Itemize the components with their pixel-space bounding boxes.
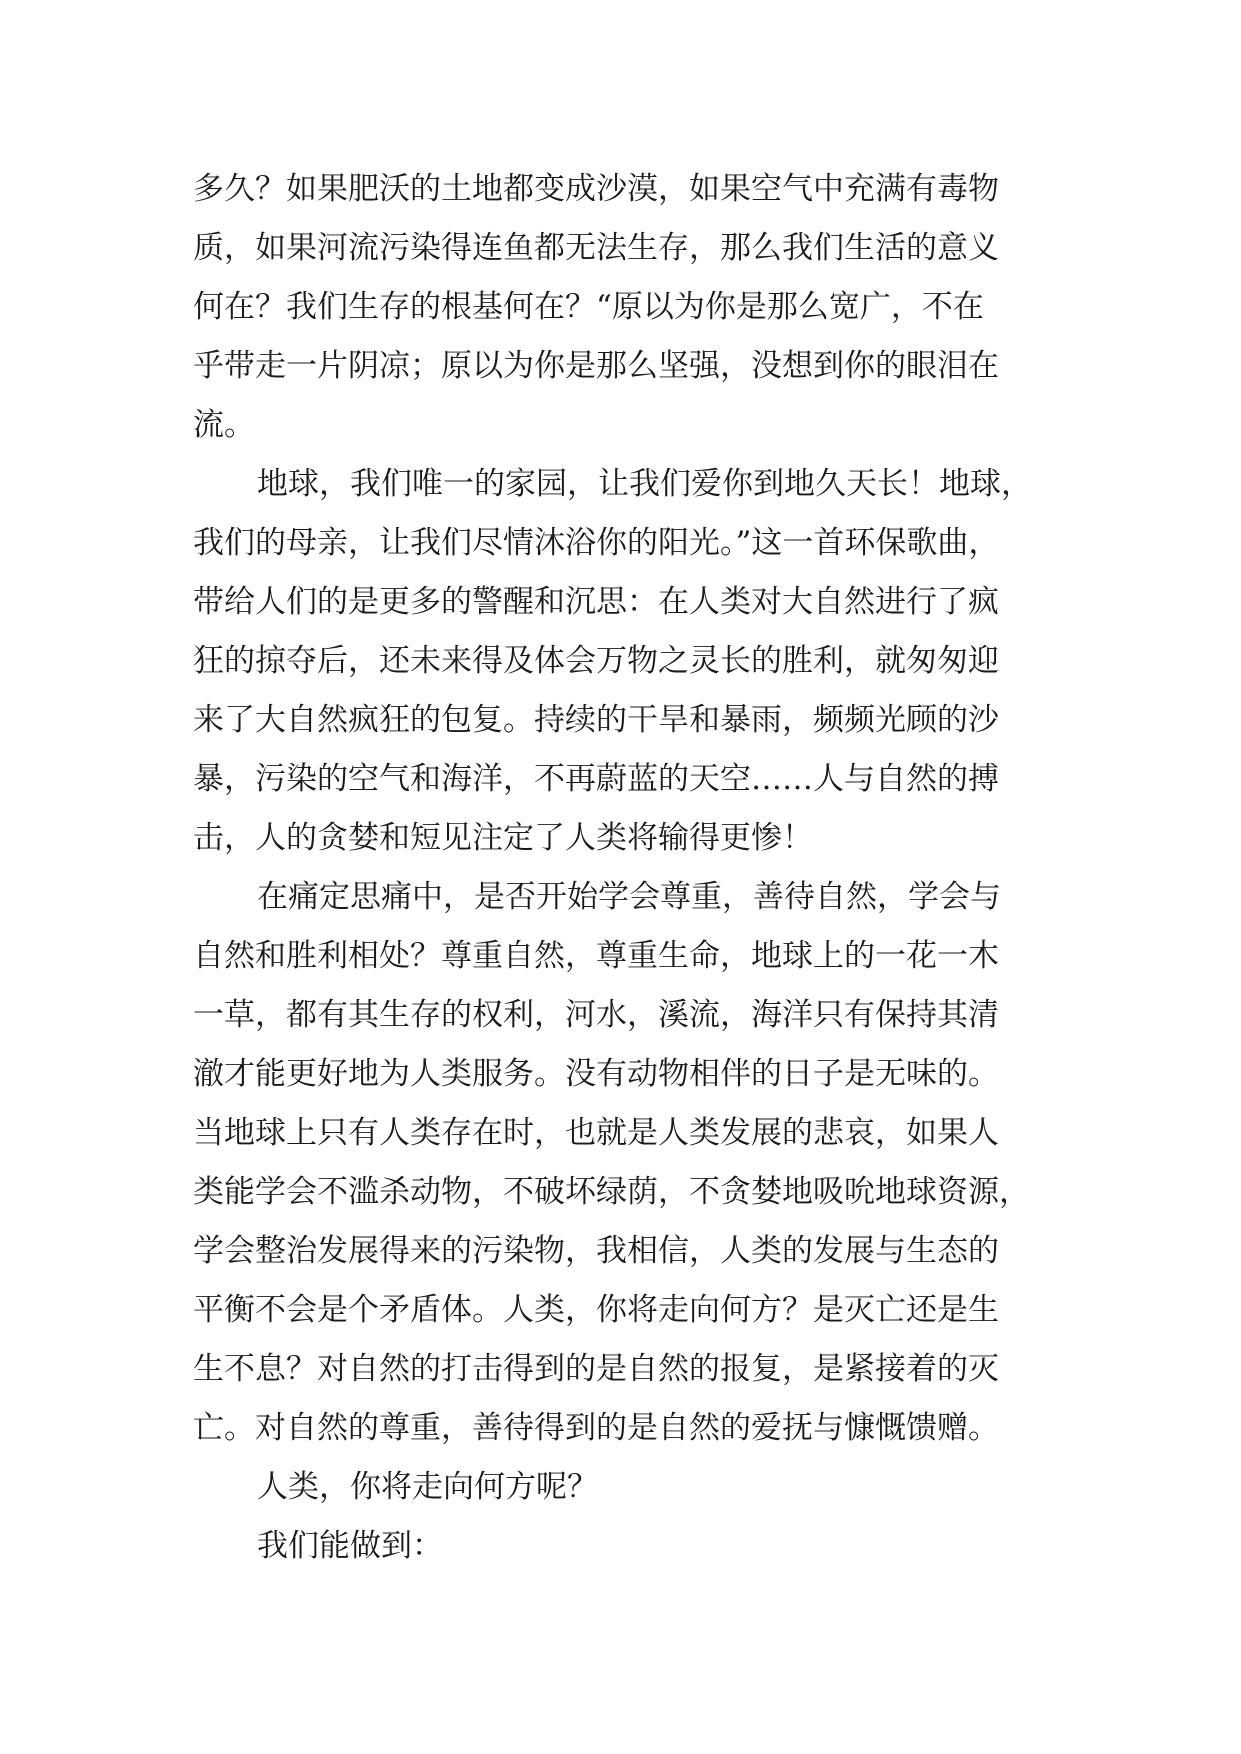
body-text bbox=[193, 160, 1093, 1576]
text-line: 何在？我们生存的根基何在？“原以为你是那么宽广，不在 bbox=[193, 289, 984, 325]
text-line: 狂的掠夺后，还未来得及体会万物之灵长的胜利，就匆匆迎 bbox=[193, 643, 999, 679]
paragraph-start-line: 我们能做到： bbox=[257, 1528, 443, 1564]
text-line: 质，如果河流污染得连鱼都无法生存，那么我们生活的意义 bbox=[193, 230, 999, 266]
paragraph-start-line: 人类，你将走向何方呢？ bbox=[257, 1469, 598, 1505]
text-line: 乎带走一片阴凉；原以为你是那么坚强，没想到你的眼泪在 bbox=[193, 348, 999, 384]
text-line: 学会整治发展得来的污染物，我相信，人类的发展与生态的 bbox=[193, 1233, 999, 1269]
text-line: 当地球上只有人类存在时，也就是人类发展的悲哀，如果人 bbox=[193, 1115, 999, 1151]
text-line: 多久？如果肥沃的土地都变成沙漠，如果空气中充满有毒物 bbox=[193, 171, 999, 207]
text-line: 一草，都有其生存的权利，河水，溪流，海洋只有保持其清 bbox=[193, 997, 999, 1033]
text-line: 来了大自然疯狂的包复。持续的干旱和暴雨，频频光顾的沙 bbox=[193, 702, 999, 738]
text-line: 带给人们的是更多的警醒和沉思：在人类对大自然进行了疯 bbox=[193, 584, 999, 620]
text-line: 澈才能更好地为人类服务。没有动物相伴的日子是无味的。 bbox=[193, 1056, 999, 1092]
text-line: 我们的母亲，让我们尽情沐浴你的阳光。”这一首环保歌曲， bbox=[193, 525, 1000, 561]
text-line: 流。 bbox=[193, 407, 255, 443]
text-line: 亡。对自然的尊重，善待得到的是自然的爱抚与慷慨馈赠。 bbox=[193, 1410, 999, 1446]
text-line: 击，人的贪婪和短见注定了人类将输得更惨！ bbox=[193, 820, 813, 856]
text-line: 类能学会不滥杀动物，不破坏绿荫，不贪婪地吸吮地球资源， bbox=[193, 1174, 1030, 1210]
text-line: 自然和胜利相处？尊重自然，尊重生命，地球上的一花一木 bbox=[193, 938, 999, 974]
text-line: 平衡不会是个矛盾体。人类，你将走向何方？是灭亡还是生 bbox=[193, 1292, 999, 1328]
paragraph-start-line: 地球，我们唯一的家园，让我们爱你到地久天长！地球， bbox=[257, 466, 1032, 502]
text-line: 暴，污染的空气和海洋，不再蔚蓝的天空……人与自然的搏 bbox=[193, 761, 999, 797]
paragraph-start-line: 在痛定思痛中，是否开始学会尊重，善待自然，学会与 bbox=[257, 879, 1001, 915]
text-line: 生不息？对自然的打击得到的是自然的报复，是紧接着的灭 bbox=[193, 1351, 999, 1387]
